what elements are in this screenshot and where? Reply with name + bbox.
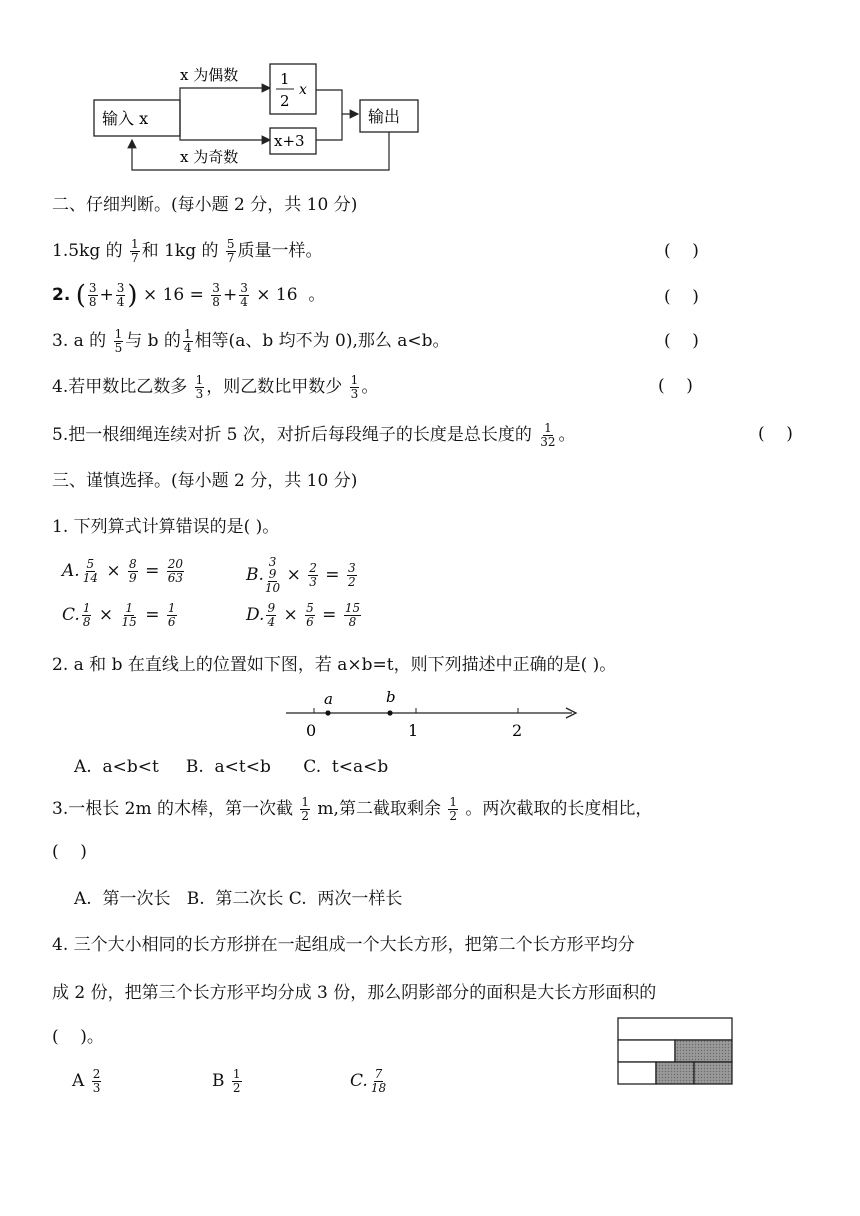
s3-q4-line3: ( )。	[52, 1027, 104, 1047]
answer-blank[interactable]: ( )	[664, 331, 699, 351]
tick-0: 0	[306, 721, 317, 740]
s3-q2-stem: 2. a 和 b 在直线上的位置如下图，若 a×b=t，则下列描述中正确的是( )。	[52, 655, 617, 675]
s2-q5: 5.把一根细绳连续对折 5 次，对折后每段绳子的长度是总长度的 $\frac{1}{32}$ 。	[52, 421, 576, 449]
output-label: 输出	[368, 107, 401, 126]
shaded-half	[675, 1040, 732, 1062]
label-a: a	[324, 690, 333, 708]
s3-q3: 3.一根长 2m 的木棒，第一次截 $\frac{1}{2}$ m,第二截取剩余 $\frac{1}{2}$ 。两次截取的长度相比，	[52, 795, 653, 823]
even-label: x 为偶数	[180, 66, 239, 84]
point-a	[325, 710, 330, 715]
s3-q3-options: A. 第一次长 B. 第二次长 C. 两次一样长	[74, 889, 403, 909]
section2-title: 二、仔细判断。(每小题 2 分，共 10 分)	[52, 195, 358, 215]
even-box-var: x	[299, 82, 307, 98]
fraction: $\frac{1}{7}$	[131, 237, 139, 265]
number-line	[282, 688, 582, 744]
label-b: b	[386, 688, 396, 706]
s2-q3: 3. a 的 $\frac{1}{5}$ 与 b 的 $\frac{1}{4}$ 相等(a、b 均不为 0),那么 a<b。	[52, 327, 450, 355]
rectangles-diagram	[616, 1016, 736, 1086]
point-b	[387, 710, 392, 715]
fraction: $\frac{5}{7}$	[226, 237, 235, 265]
shaded-third	[656, 1062, 694, 1084]
input-label: 输入 x	[102, 109, 149, 128]
shaded-third	[694, 1062, 732, 1084]
answer-blank[interactable]: ( )	[52, 842, 87, 862]
answer-blank[interactable]: ( )	[658, 376, 693, 396]
flowchart	[80, 50, 430, 180]
s3-q2-options: A. a<b<t B. a<t<b C. t<a<b	[74, 757, 389, 777]
answer-blank[interactable]: ( )	[664, 287, 699, 307]
answer-blank[interactable]: ( )	[758, 424, 793, 444]
s3-q4-option-b: B $\frac{1}{2}$	[212, 1067, 241, 1095]
answer-blank[interactable]: ( )	[664, 241, 699, 261]
option-d: D. $\frac{9}{4}$ × $\frac{5}{6}$ = $\frac{15}{8}$	[246, 601, 361, 629]
odd-label: x 为奇数	[180, 148, 239, 166]
s3-q4-option-c: C. $\frac{7}{18}$	[350, 1067, 387, 1095]
s3-q4-line2: 成 2 份，把第三个长方形平均分成 3 份，那么阴影部分的面积是大长方形面积的	[52, 983, 657, 1003]
section3-title: 三、谨慎选择。(每小题 2 分，共 10 分)	[52, 471, 358, 491]
option-b: B. 3 $\frac{9}{10}$ × $\frac{2}{3}$ = $\frac{3}{2}$	[246, 555, 356, 595]
tick-2: 2	[512, 721, 523, 740]
s2-q1: 1.5kg 的 $\frac{1}{7}$ 和 1kg 的 $\frac{5}{7}$ 质量一样。	[52, 237, 323, 265]
option-a: A. $\frac{5}{14}$ × $\frac{8}{9}$ = $\frac{20}{63}$	[62, 557, 184, 585]
odd-box-label: x+3	[274, 132, 305, 150]
s3-q4-option-a: A $\frac{2}{3}$	[72, 1067, 101, 1095]
s3-q4-line1: 4. 三个大小相同的长方形拼在一起组成一个大长方形，把第二个长方形平均分	[52, 935, 635, 955]
tick-1: 1	[408, 721, 419, 740]
s2-q4: 4.若甲数比乙数多 $\frac{1}{3}$ ，则乙数比甲数少 $\frac{1}{3}$ 。	[52, 373, 379, 401]
s2-q2: 2. ( $\frac{3}{8}$ + $\frac{3}{4}$ ) × 16 = $\frac{3}{8}$ + $\frac{3}{4}$ × 16 。	[52, 280, 326, 311]
even-box-den: 2	[280, 92, 290, 110]
even-box-num: 1	[280, 70, 290, 88]
option-c: C. $\frac{1}{8}$ × $\frac{1}{15}$ = $\frac{1}{6}$	[62, 601, 176, 629]
s3-q1-stem: 1. 下列算式计算错误的是( )。	[52, 517, 280, 537]
